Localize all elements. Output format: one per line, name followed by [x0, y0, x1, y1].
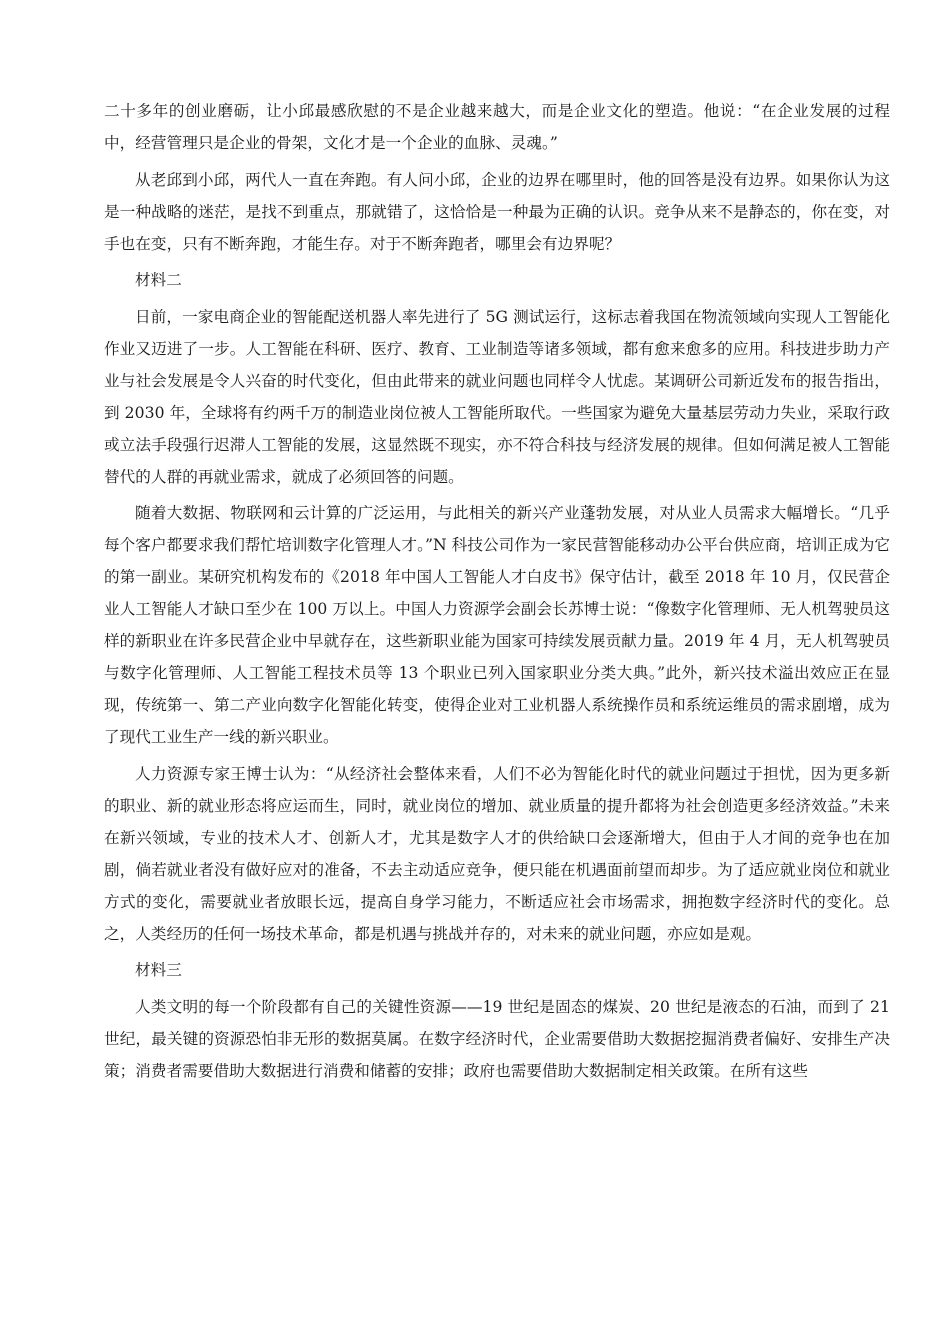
- section-heading-material-three: 材料三: [135, 961, 182, 979]
- paragraph-culture: 二十多年的创业磨砺，让小邱最感欣慰的不是企业越来越大，而是企业文化的塑造。他说：“在企业发展的过程中，经营管理只是企业的骨架，文化才是一个企业的血脉、灵魂。”: [104, 102, 890, 152]
- paragraph-data-resource: 人类文明的每一个阶段都有自己的关键性资源——19 世纪是固态的煤炭、20 世纪是液态的石油，而到了 21 世纪，最关键的资源恐怕非无形的数据莫属。在数字经济时代，企业需要借助大数据挖掘消费者偏好、安排生产决策；消费者需要借助大数据进行消费和储蓄的安排；政府也需要借助大数据制定相关政策。在所有这些: [104, 997, 890, 1080]
- paragraph-expert-view: 人力资源专家王博士认为：“从经济社会整体来看，人们不必为智能化时代的就业问题过于担忧，因为更多新的职业、新的就业形态将应运而生，同时，就业岗位的增加、就业质量的提升都将为社会创造更多经济效益。”未来在新兴领域，专业的技术人才、创新人才，尤其是数字人才的供给缺口会逐渐增大，但由于人才间的竞争也在加剧，倘若就业者没有做好应对的准备，不去主动适应竞争，便只能在机遇面前望而却步。为了适应就业岗位和就业方式的变化，需要就业者放眼长远，提高自身学习能力，不断适应社会市场需求，拥抱数字经济时代的变化。总之，人类经历的任何一场技术革命，都是机遇与挑战并存的，对未来的就业问题，亦应如是观。: [104, 764, 890, 943]
- paragraph-ai-employment: 日前，一家电商企业的智能配送机器人率先进行了 5G 测试运行，这标志着我国在物流领域向实现人工智能化作业又迈进了一步。人工智能在科研、医疗、教育、工业制造等诸多领域，都有愈来愈多的应用。科技进步助力产业与社会发展是令人兴奋的时代变化，但由此带来的就业问题也同样令人忧虑。某调研公司新近发布的报告指出，到 2030 年，全球将有约两千万的制造业岗位被人工智能所取代。一些国家为避免大量基层劳动力失业，采取行政或立法手段强行迟滞人工智能的发展，这显然既不现实，亦不符合科技与经济发展的规律。但如何满足被人工智能替代的人群的再就业需求，就成了必须回答的问题。: [104, 307, 890, 486]
- section-heading-material-two: 材料二: [135, 271, 182, 289]
- paragraph-no-boundary: 从老邱到小邱，两代人一直在奔跑。有人问小邱，企业的边界在哪里时，他的回答是没有边界。如果你认为这是一种战略的迷茫，是找不到重点，那就错了，这恰恰是一种最为正确的认识。竞争从来不是静态的，你在变，对手也在变，只有不断奔跑，才能生存。对于不断奔跑者，哪里会有边界呢？: [104, 170, 890, 253]
- paragraph-new-occupations: 随着大数据、物联网和云计算的广泛运用，与此相关的新兴产业蓬勃发展，对从业人员需求大幅增长。“几乎每个客户都要求我们帮忙培训数字化管理人才。”N 科技公司作为一家民营智能移动办公平台供应商，培训正成为它的第一副业。某研究机构发布的《2018 年中国人工智能人才白皮书》保守估计，截至 2018 年 10 月，仅民营企业人工智能人才缺口至少在 100 万以上。中国人力资源学会副会长苏博士说：“像数字化管理师、无人机驾驶员这样的新职业在许多民营企业中早就存在，这些新职业能为国家可持续发展贡献力量。2019 年 4 月，无人机驾驶员与数字化管理师、人工智能工程技术员等 13 个职业已列入国家职业分类大典。”此外，新兴技术溢出效应正在显现，传统第一、第二产业向数字化智能化转变，使得企业对工业机器人系统操作员和系统运维员的需求剧增，成为了现代工业生产一线的新兴职业。: [104, 504, 890, 746]
- document-page: [104, 95, 890, 1091]
